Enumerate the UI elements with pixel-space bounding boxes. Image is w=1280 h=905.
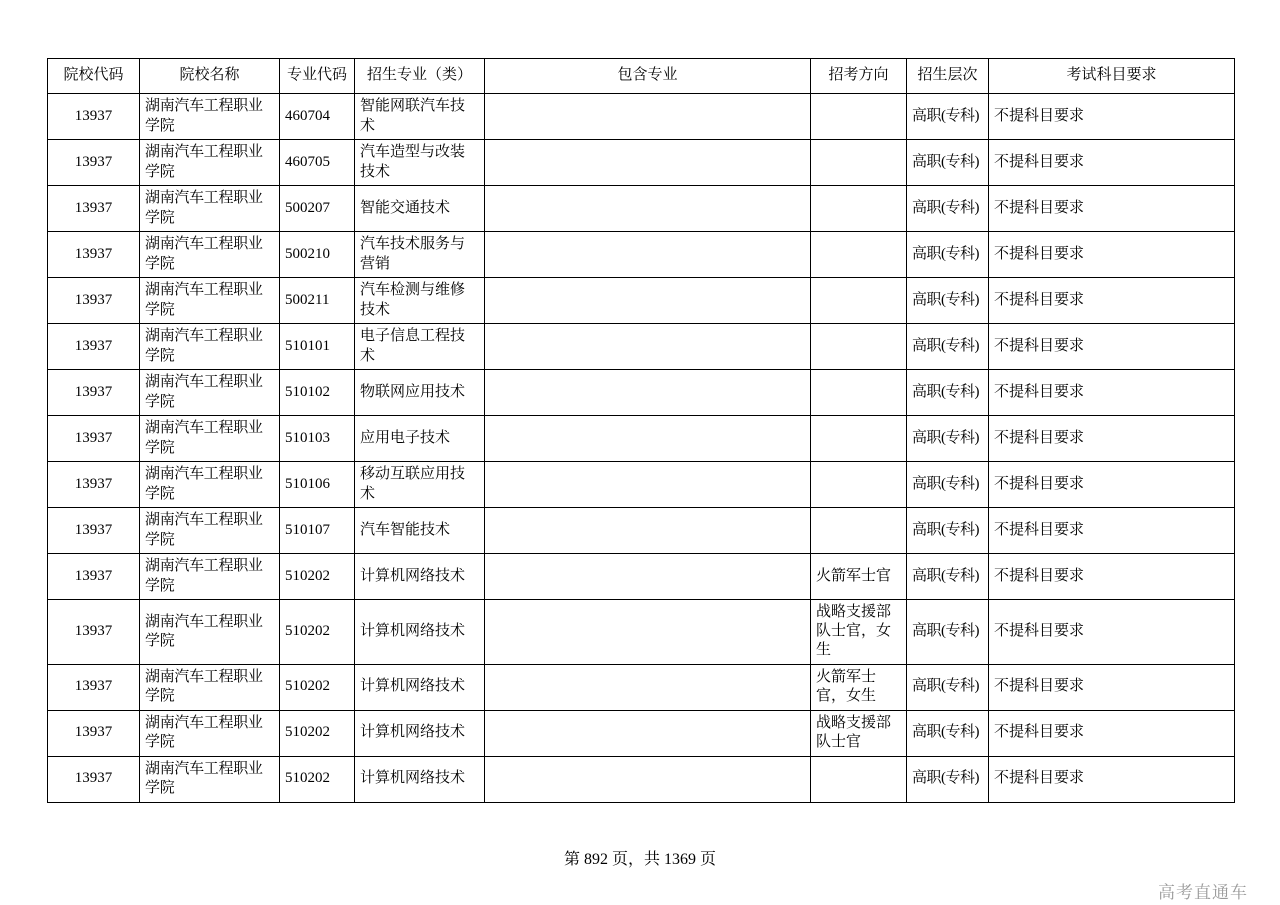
cell-school-code: 13937: [48, 462, 140, 508]
cell-subject: 不提科目要求: [989, 232, 1235, 278]
cell-subject: 不提科目要求: [989, 710, 1235, 756]
cell-school-name: 湖南汽车工程职业学院: [140, 324, 280, 370]
column-header-subject-requirement: 考试科目要求: [989, 59, 1235, 94]
cell-direction: 火箭军士官: [811, 554, 907, 600]
table-row: [48, 278, 1235, 324]
cell-school-name: 湖南汽车工程职业学院: [140, 186, 280, 232]
cell-major-code: 510202: [280, 710, 355, 756]
table-row: [48, 186, 1235, 232]
cell-major-code: 510202: [280, 664, 355, 710]
cell-major: 物联网应用技术: [355, 370, 485, 416]
table-header-row: [48, 59, 1235, 94]
column-header-school-code: 院校代码: [48, 59, 140, 94]
cell-subject: 不提科目要求: [989, 554, 1235, 600]
cell-level: 高职(专科): [907, 278, 989, 324]
column-header-direction: 招考方向: [811, 59, 907, 94]
cell-subject: 不提科目要求: [989, 140, 1235, 186]
cell-contains: [485, 664, 811, 710]
cell-major: 计算机网络技术: [355, 664, 485, 710]
cell-major: 计算机网络技术: [355, 554, 485, 600]
column-header-major-code: 专业代码: [280, 59, 355, 94]
cell-major-code: 510102: [280, 370, 355, 416]
column-header-major: 招生专业（类）: [355, 59, 485, 94]
cell-major: 应用电子技术: [355, 416, 485, 462]
cell-level: 高职(专科): [907, 664, 989, 710]
cell-major: 汽车智能技术: [355, 508, 485, 554]
cell-direction: [811, 278, 907, 324]
cell-major-code: 510103: [280, 416, 355, 462]
cell-school-name: 湖南汽车工程职业学院: [140, 554, 280, 600]
cell-major-code: 510202: [280, 554, 355, 600]
cell-direction: 战略支援部队士官，女生: [811, 600, 907, 665]
cell-contains: [485, 416, 811, 462]
cell-subject: 不提科目要求: [989, 600, 1235, 665]
table-row: [48, 232, 1235, 278]
column-header-level: 招生层次: [907, 59, 989, 94]
cell-school-name: 湖南汽车工程职业学院: [140, 94, 280, 140]
cell-school-name: 湖南汽车工程职业学院: [140, 370, 280, 416]
cell-subject: 不提科目要求: [989, 278, 1235, 324]
cell-subject: 不提科目要求: [989, 664, 1235, 710]
cell-direction: [811, 186, 907, 232]
cell-contains: [485, 232, 811, 278]
cell-school-name: 湖南汽车工程职业学院: [140, 462, 280, 508]
cell-school-code: 13937: [48, 232, 140, 278]
cell-major: 计算机网络技术: [355, 600, 485, 665]
cell-major-code: 510202: [280, 600, 355, 665]
cell-direction: [811, 324, 907, 370]
table-body: [48, 94, 1235, 803]
cell-subject: 不提科目要求: [989, 94, 1235, 140]
cell-level: 高职(专科): [907, 462, 989, 508]
cell-major-code: 510107: [280, 508, 355, 554]
cell-direction: [811, 756, 907, 802]
cell-level: 高职(专科): [907, 324, 989, 370]
cell-subject: 不提科目要求: [989, 508, 1235, 554]
cell-contains: [485, 94, 811, 140]
cell-school-name: 湖南汽车工程职业学院: [140, 140, 280, 186]
cell-school-name: 湖南汽车工程职业学院: [140, 278, 280, 324]
column-header-school-name: 院校名称: [140, 59, 280, 94]
table-row: [48, 508, 1235, 554]
cell-school-code: 13937: [48, 140, 140, 186]
cell-direction: [811, 94, 907, 140]
cell-major-code: 460704: [280, 94, 355, 140]
cell-major: 汽车技术服务与营销: [355, 232, 485, 278]
cell-major: 移动互联应用技术: [355, 462, 485, 508]
cell-major: 计算机网络技术: [355, 756, 485, 802]
cell-contains: [485, 324, 811, 370]
table-row: [48, 710, 1235, 756]
cell-major-code: 460705: [280, 140, 355, 186]
cell-school-code: 13937: [48, 370, 140, 416]
cell-school-name: 湖南汽车工程职业学院: [140, 416, 280, 462]
cell-level: 高职(专科): [907, 94, 989, 140]
cell-contains: [485, 508, 811, 554]
cell-contains: [485, 186, 811, 232]
cell-school-name: 湖南汽车工程职业学院: [140, 232, 280, 278]
cell-major-code: 500210: [280, 232, 355, 278]
table-row: [48, 664, 1235, 710]
cell-school-code: 13937: [48, 600, 140, 665]
cell-school-code: 13937: [48, 756, 140, 802]
cell-major-code: 500211: [280, 278, 355, 324]
cell-level: 高职(专科): [907, 508, 989, 554]
cell-school-name: 湖南汽车工程职业学院: [140, 508, 280, 554]
cell-contains: [485, 370, 811, 416]
cell-direction: [811, 140, 907, 186]
cell-contains: [485, 600, 811, 665]
cell-major: 汽车检测与维修技术: [355, 278, 485, 324]
cell-direction: 战略支援部队士官: [811, 710, 907, 756]
cell-major: 汽车造型与改装技术: [355, 140, 485, 186]
major-enrollment-table: [47, 58, 1235, 803]
cell-major: 计算机网络技术: [355, 710, 485, 756]
cell-level: 高职(专科): [907, 600, 989, 665]
page-number-footer: 第 892 页，共 1369 页: [563, 851, 716, 868]
cell-school-code: 13937: [48, 324, 140, 370]
cell-major-code: 500207: [280, 186, 355, 232]
cell-subject: 不提科目要求: [989, 324, 1235, 370]
cell-major-code: 510101: [280, 324, 355, 370]
table-row: [48, 370, 1235, 416]
table-row: [48, 94, 1235, 140]
cell-contains: [485, 278, 811, 324]
cell-school-code: 13937: [48, 416, 140, 462]
watermark-label: 高考直通车: [1158, 883, 1248, 902]
cell-level: 高职(专科): [907, 416, 989, 462]
cell-subject: 不提科目要求: [989, 370, 1235, 416]
cell-school-name: 湖南汽车工程职业学院: [140, 664, 280, 710]
cell-direction: [811, 416, 907, 462]
column-header-contains-majors: 包含专业: [485, 59, 811, 94]
cell-school-code: 13937: [48, 664, 140, 710]
cell-contains: [485, 756, 811, 802]
table-row: [48, 416, 1235, 462]
cell-school-code: 13937: [48, 278, 140, 324]
cell-major-code: 510106: [280, 462, 355, 508]
cell-school-name: 湖南汽车工程职业学院: [140, 756, 280, 802]
cell-major: 智能交通技术: [355, 186, 485, 232]
cell-contains: [485, 462, 811, 508]
table-row: [48, 756, 1235, 802]
table-row: [48, 600, 1235, 665]
cell-school-code: 13937: [48, 710, 140, 756]
table-row: [48, 140, 1235, 186]
cell-school-code: 13937: [48, 94, 140, 140]
cell-subject: 不提科目要求: [989, 756, 1235, 802]
cell-subject: 不提科目要求: [989, 416, 1235, 462]
cell-school-name: 湖南汽车工程职业学院: [140, 600, 280, 665]
table-row: [48, 462, 1235, 508]
cell-major-code: 510202: [280, 756, 355, 802]
table-row: [48, 554, 1235, 600]
cell-major: 电子信息工程技术: [355, 324, 485, 370]
cell-school-name: 湖南汽车工程职业学院: [140, 710, 280, 756]
cell-level: 高职(专科): [907, 140, 989, 186]
cell-school-code: 13937: [48, 508, 140, 554]
cell-school-code: 13937: [48, 554, 140, 600]
cell-contains: [485, 554, 811, 600]
cell-major: 智能网联汽车技术: [355, 94, 485, 140]
cell-level: 高职(专科): [907, 232, 989, 278]
cell-level: 高职(专科): [907, 710, 989, 756]
cell-direction: [811, 462, 907, 508]
cell-school-code: 13937: [48, 186, 140, 232]
cell-direction: [811, 370, 907, 416]
cell-direction: 火箭军士官，女生: [811, 664, 907, 710]
cell-subject: 不提科目要求: [989, 186, 1235, 232]
cell-contains: [485, 140, 811, 186]
cell-level: 高职(专科): [907, 756, 989, 802]
cell-direction: [811, 232, 907, 278]
cell-subject: 不提科目要求: [989, 462, 1235, 508]
table-header: [48, 59, 1235, 94]
cell-level: 高职(专科): [907, 186, 989, 232]
cell-level: 高职(专科): [907, 370, 989, 416]
cell-direction: [811, 508, 907, 554]
table-row: [48, 324, 1235, 370]
cell-contains: [485, 710, 811, 756]
cell-level: 高职(专科): [907, 554, 989, 600]
